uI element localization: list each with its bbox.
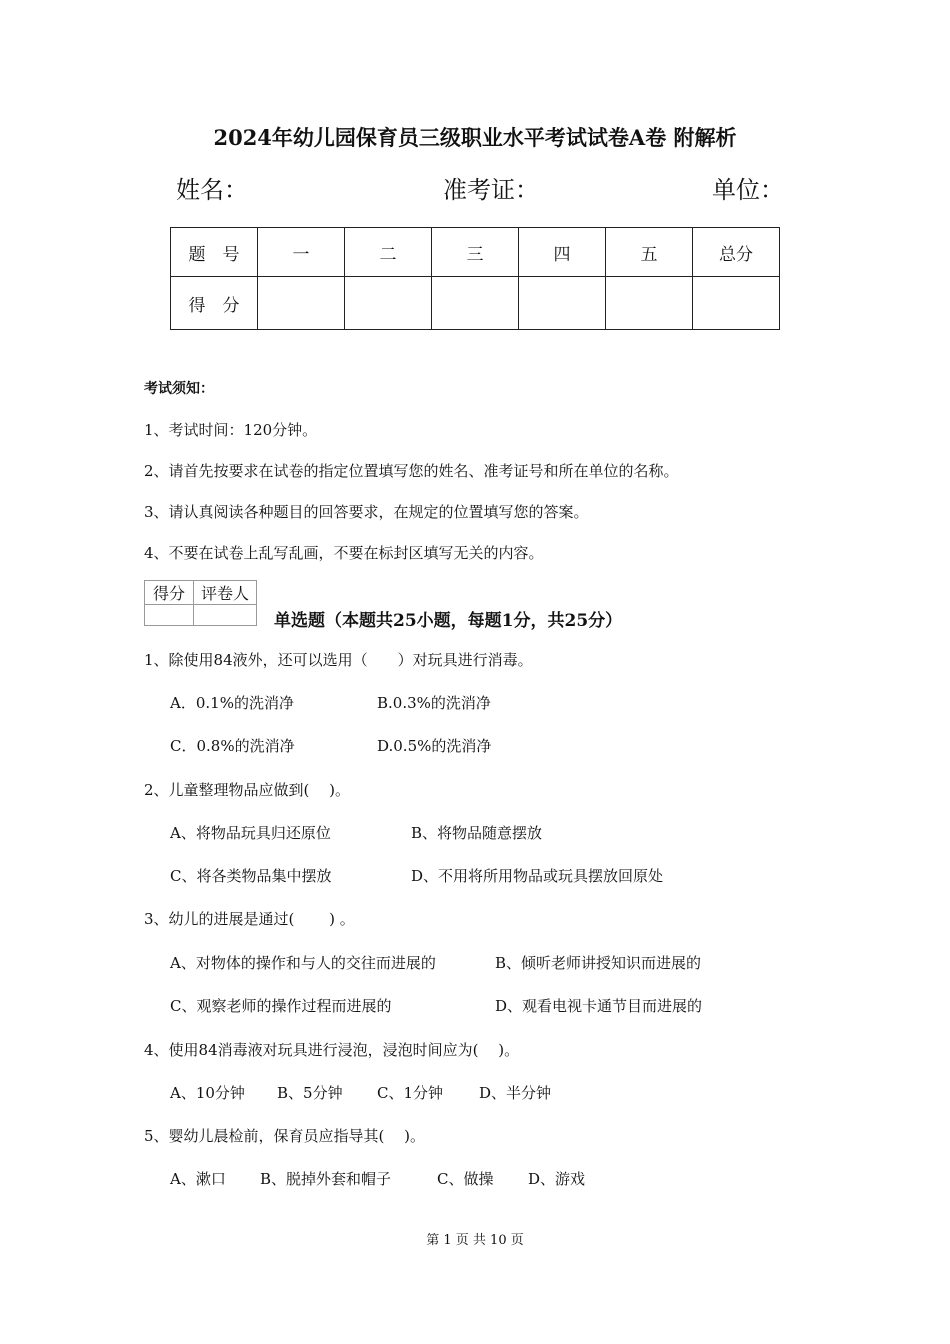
question-option: A、漱口 bbox=[170, 1170, 226, 1188]
notice-item: 4、不要在试卷上乱写乱画，不要在标封区填写无关的内容。 bbox=[144, 544, 544, 562]
unit-field-label: 单位： bbox=[712, 176, 784, 204]
notice-item: 3、请认真阅读各种题目的回答要求，在规定的位置填写您的答案。 bbox=[144, 503, 589, 521]
score-table-header-cell: 三 bbox=[432, 228, 519, 277]
score-cell bbox=[345, 277, 432, 330]
question-option: B、脱掉外套和帽子 bbox=[260, 1170, 392, 1188]
question-stem: 5、婴幼儿晨检前，保育员应指导其( )。 bbox=[144, 1127, 426, 1145]
score-table-header-cell: 总分 bbox=[693, 228, 780, 277]
notice-item: 2、请首先按要求在试卷的指定位置填写您的姓名、准考证号和所在单位的名称。 bbox=[144, 462, 679, 480]
grader-score-label: 得分 bbox=[145, 581, 194, 605]
grader-box bbox=[144, 580, 257, 626]
question-option: D.0.5%的洗消净 bbox=[377, 737, 492, 755]
question-option: C、将各类物品集中摆放 bbox=[170, 867, 332, 885]
score-cell bbox=[258, 277, 345, 330]
question-stem: 4、使用84消毒液对玩具进行浸泡，浸泡时间应为( )。 bbox=[144, 1041, 520, 1059]
score-table-header-cell: 题 号 bbox=[171, 228, 258, 277]
document-title: 2024年幼儿园保育员三级职业水平考试试卷A卷 附解析 bbox=[213, 125, 737, 150]
question-option: A、10分钟 bbox=[170, 1084, 245, 1102]
question-option: B、将物品随意摆放 bbox=[411, 824, 543, 842]
exam-id-field-label: 准考证： bbox=[443, 176, 539, 204]
question-option: C．0.8%的洗消净 bbox=[170, 737, 295, 755]
question-option: D、半分钟 bbox=[479, 1084, 552, 1102]
question-option: D、不用将所用物品或玩具摆放回原处 bbox=[411, 867, 664, 885]
question-option: B.0.3%的洗消净 bbox=[377, 694, 491, 712]
notice-heading: 考试须知： bbox=[144, 381, 214, 397]
question-option: B、5分钟 bbox=[277, 1084, 343, 1102]
question-option: C、观察老师的操作过程而进展的 bbox=[170, 997, 392, 1015]
question-option: A．0.1%的洗消净 bbox=[170, 694, 294, 712]
score-cell bbox=[432, 277, 519, 330]
score-table-header-cell: 二 bbox=[345, 228, 432, 277]
page-footer: 第 1 页 共 10 页 bbox=[426, 1233, 524, 1248]
score-table-header-cell: 一 bbox=[258, 228, 345, 277]
question-option: C、做操 bbox=[437, 1170, 494, 1188]
question-option: B、倾听老师讲授知识而进展的 bbox=[495, 954, 702, 972]
question-stem: 3、幼儿的进展是通过( ) 。 bbox=[144, 910, 355, 928]
score-table-score-row bbox=[171, 277, 780, 330]
question-option: D、观看电视卡通节目而进展的 bbox=[495, 997, 703, 1015]
grader-name-cell bbox=[194, 605, 257, 626]
section-title: 单选题（本题共25小题，每题1分，共25分） bbox=[274, 611, 623, 631]
score-cell bbox=[693, 277, 780, 330]
question-option: C、1分钟 bbox=[377, 1084, 444, 1102]
score-row-label: 得 分 bbox=[171, 277, 258, 330]
notice-item: 1、考试时间：120分钟。 bbox=[144, 421, 318, 439]
score-table bbox=[170, 227, 780, 330]
name-field-label: 姓名： bbox=[176, 176, 248, 204]
score-table-header-cell: 四 bbox=[519, 228, 606, 277]
score-table-header-cell: 五 bbox=[606, 228, 693, 277]
score-table-header-row bbox=[171, 228, 780, 277]
question-option: A、将物品玩具归还原位 bbox=[170, 824, 331, 842]
score-cell bbox=[606, 277, 693, 330]
question-option: A、对物体的操作和与人的交往而进展的 bbox=[170, 954, 436, 972]
grader-score-cell bbox=[145, 605, 194, 626]
question-stem: 1、除使用84液外，还可以选用（ ）对玩具进行消毒。 bbox=[144, 651, 533, 669]
question-stem: 2、儿童整理物品应做到( )。 bbox=[144, 781, 351, 799]
score-cell bbox=[519, 277, 606, 330]
grader-name-label: 评卷人 bbox=[194, 581, 257, 605]
question-option: D、游戏 bbox=[528, 1170, 586, 1188]
